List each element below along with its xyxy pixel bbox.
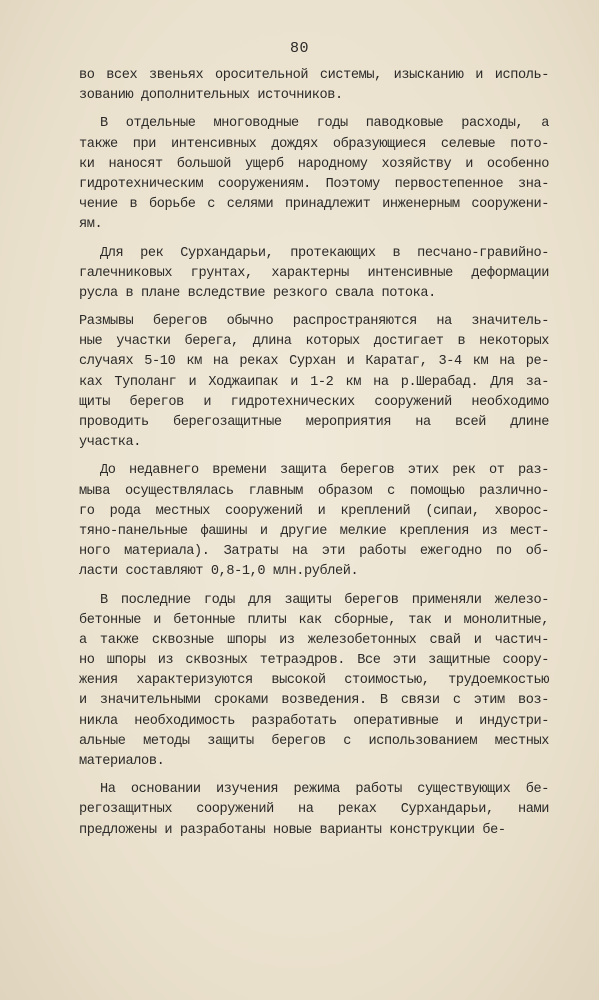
text-line: мыва осуществлялась главным образом с помощью различно- xyxy=(79,483,549,499)
text-line: участка. xyxy=(79,435,142,451)
paragraph xyxy=(79,114,549,235)
text-line: До недавнего времени защита берегов этих рек от раз- xyxy=(100,463,549,479)
paragraph-gap xyxy=(79,236,549,244)
text-line: материалов. xyxy=(79,754,165,769)
paragraph-gap xyxy=(79,453,549,461)
text-line: бетонные и бетонные плиты как сборные, так и монолитные, xyxy=(79,612,549,628)
paragraph xyxy=(79,780,549,841)
body-text xyxy=(79,66,549,841)
text-line: В отдельные многоводные годы паводковые расходы, а xyxy=(100,116,549,132)
paragraph-gap xyxy=(79,106,549,114)
text-line: ям. xyxy=(79,217,103,233)
text-line: проводить берегозащитные мероприятия на всей длине xyxy=(79,415,549,430)
text-line: и значительными сроками возведения. В связи с этим воз- xyxy=(79,693,549,709)
paragraph xyxy=(79,66,549,106)
text-line: зованию дополнительных источников. xyxy=(79,88,343,104)
text-line: го рода местных сооружений и креплений (сипаи, хворос- xyxy=(79,503,549,519)
text-line: никла необходимость разработать оперативные и индустри- xyxy=(79,713,549,729)
text-line: также при интенсивных дождях образующиеся селевые пото- xyxy=(79,136,549,152)
text-line: а также сквозные шпоры из железобетонных свай и частич- xyxy=(79,632,549,648)
paragraph xyxy=(79,461,549,582)
text-line: ного материала). Затраты на эти работы ежегодно по об- xyxy=(79,544,549,560)
text-line: Размывы берегов обычно распространяются на значитель- xyxy=(79,314,549,330)
paragraph xyxy=(79,244,549,305)
page-number: 80 xyxy=(289,40,309,57)
text-line: случаях 5-10 км на реках Сурхан и Каратаг, 3-4 км на ре- xyxy=(79,354,549,370)
paragraph-gap xyxy=(79,583,549,591)
text-line: щиты берегов и гидротехнических сооружений необходимо xyxy=(79,394,549,410)
text-line: ные участки берега, длина которых достигает в некоторых xyxy=(79,334,549,350)
text-line: русла в плане вследствие резкого свала потока. xyxy=(79,285,436,301)
text-line: во всех звеньях оросительной системы, изысканию и исполь- xyxy=(79,68,549,83)
text-line: тяно-панельные фашины и другие мелкие крепления из мест- xyxy=(79,523,549,539)
paragraph-gap xyxy=(79,304,549,312)
paragraph xyxy=(79,591,549,773)
text-line: гидротехническим сооружениям. Поэтому первостепенное зна- xyxy=(79,176,549,192)
text-line: регозащитных сооружений на реках Сурхандарьи, нами xyxy=(79,802,549,818)
text-line: но шпоры из сквозных тетраэдров. Все эти защитные соору- xyxy=(79,653,549,669)
text-line: ласти составляют 0,8-1,0 млн.рублей. xyxy=(79,564,359,580)
text-line: галечниковых грунтах, характерны интенсивные деформации xyxy=(79,265,549,281)
paragraph xyxy=(79,312,549,453)
text-line: ки наносят большой ущерб народному хозяйству и особенно xyxy=(79,156,549,172)
text-line: чение в борьбе с селями принадлежит инженерным сооружени- xyxy=(79,197,549,213)
text-line: предложены и разработаны новые варианты конструкции бе- xyxy=(79,822,506,838)
paragraph-gap xyxy=(79,772,549,780)
text-line: На основании изучения режима работы существующих бе- xyxy=(100,782,549,798)
text-line: альные методы защиты берегов с использованием местных xyxy=(79,733,549,749)
text-line: жения характеризуются высокой стоимостью, трудоемкостью xyxy=(79,673,549,689)
text-line: ках Туполанг и Ходжаипак и 1-2 км на р.Шерабад. Для за- xyxy=(79,374,549,390)
text-line: Для рек Сурхандарьи, протекающих в песчано-гравийно- xyxy=(100,245,549,261)
text-line: В последние годы для защиты берегов применяли железо- xyxy=(100,592,549,608)
